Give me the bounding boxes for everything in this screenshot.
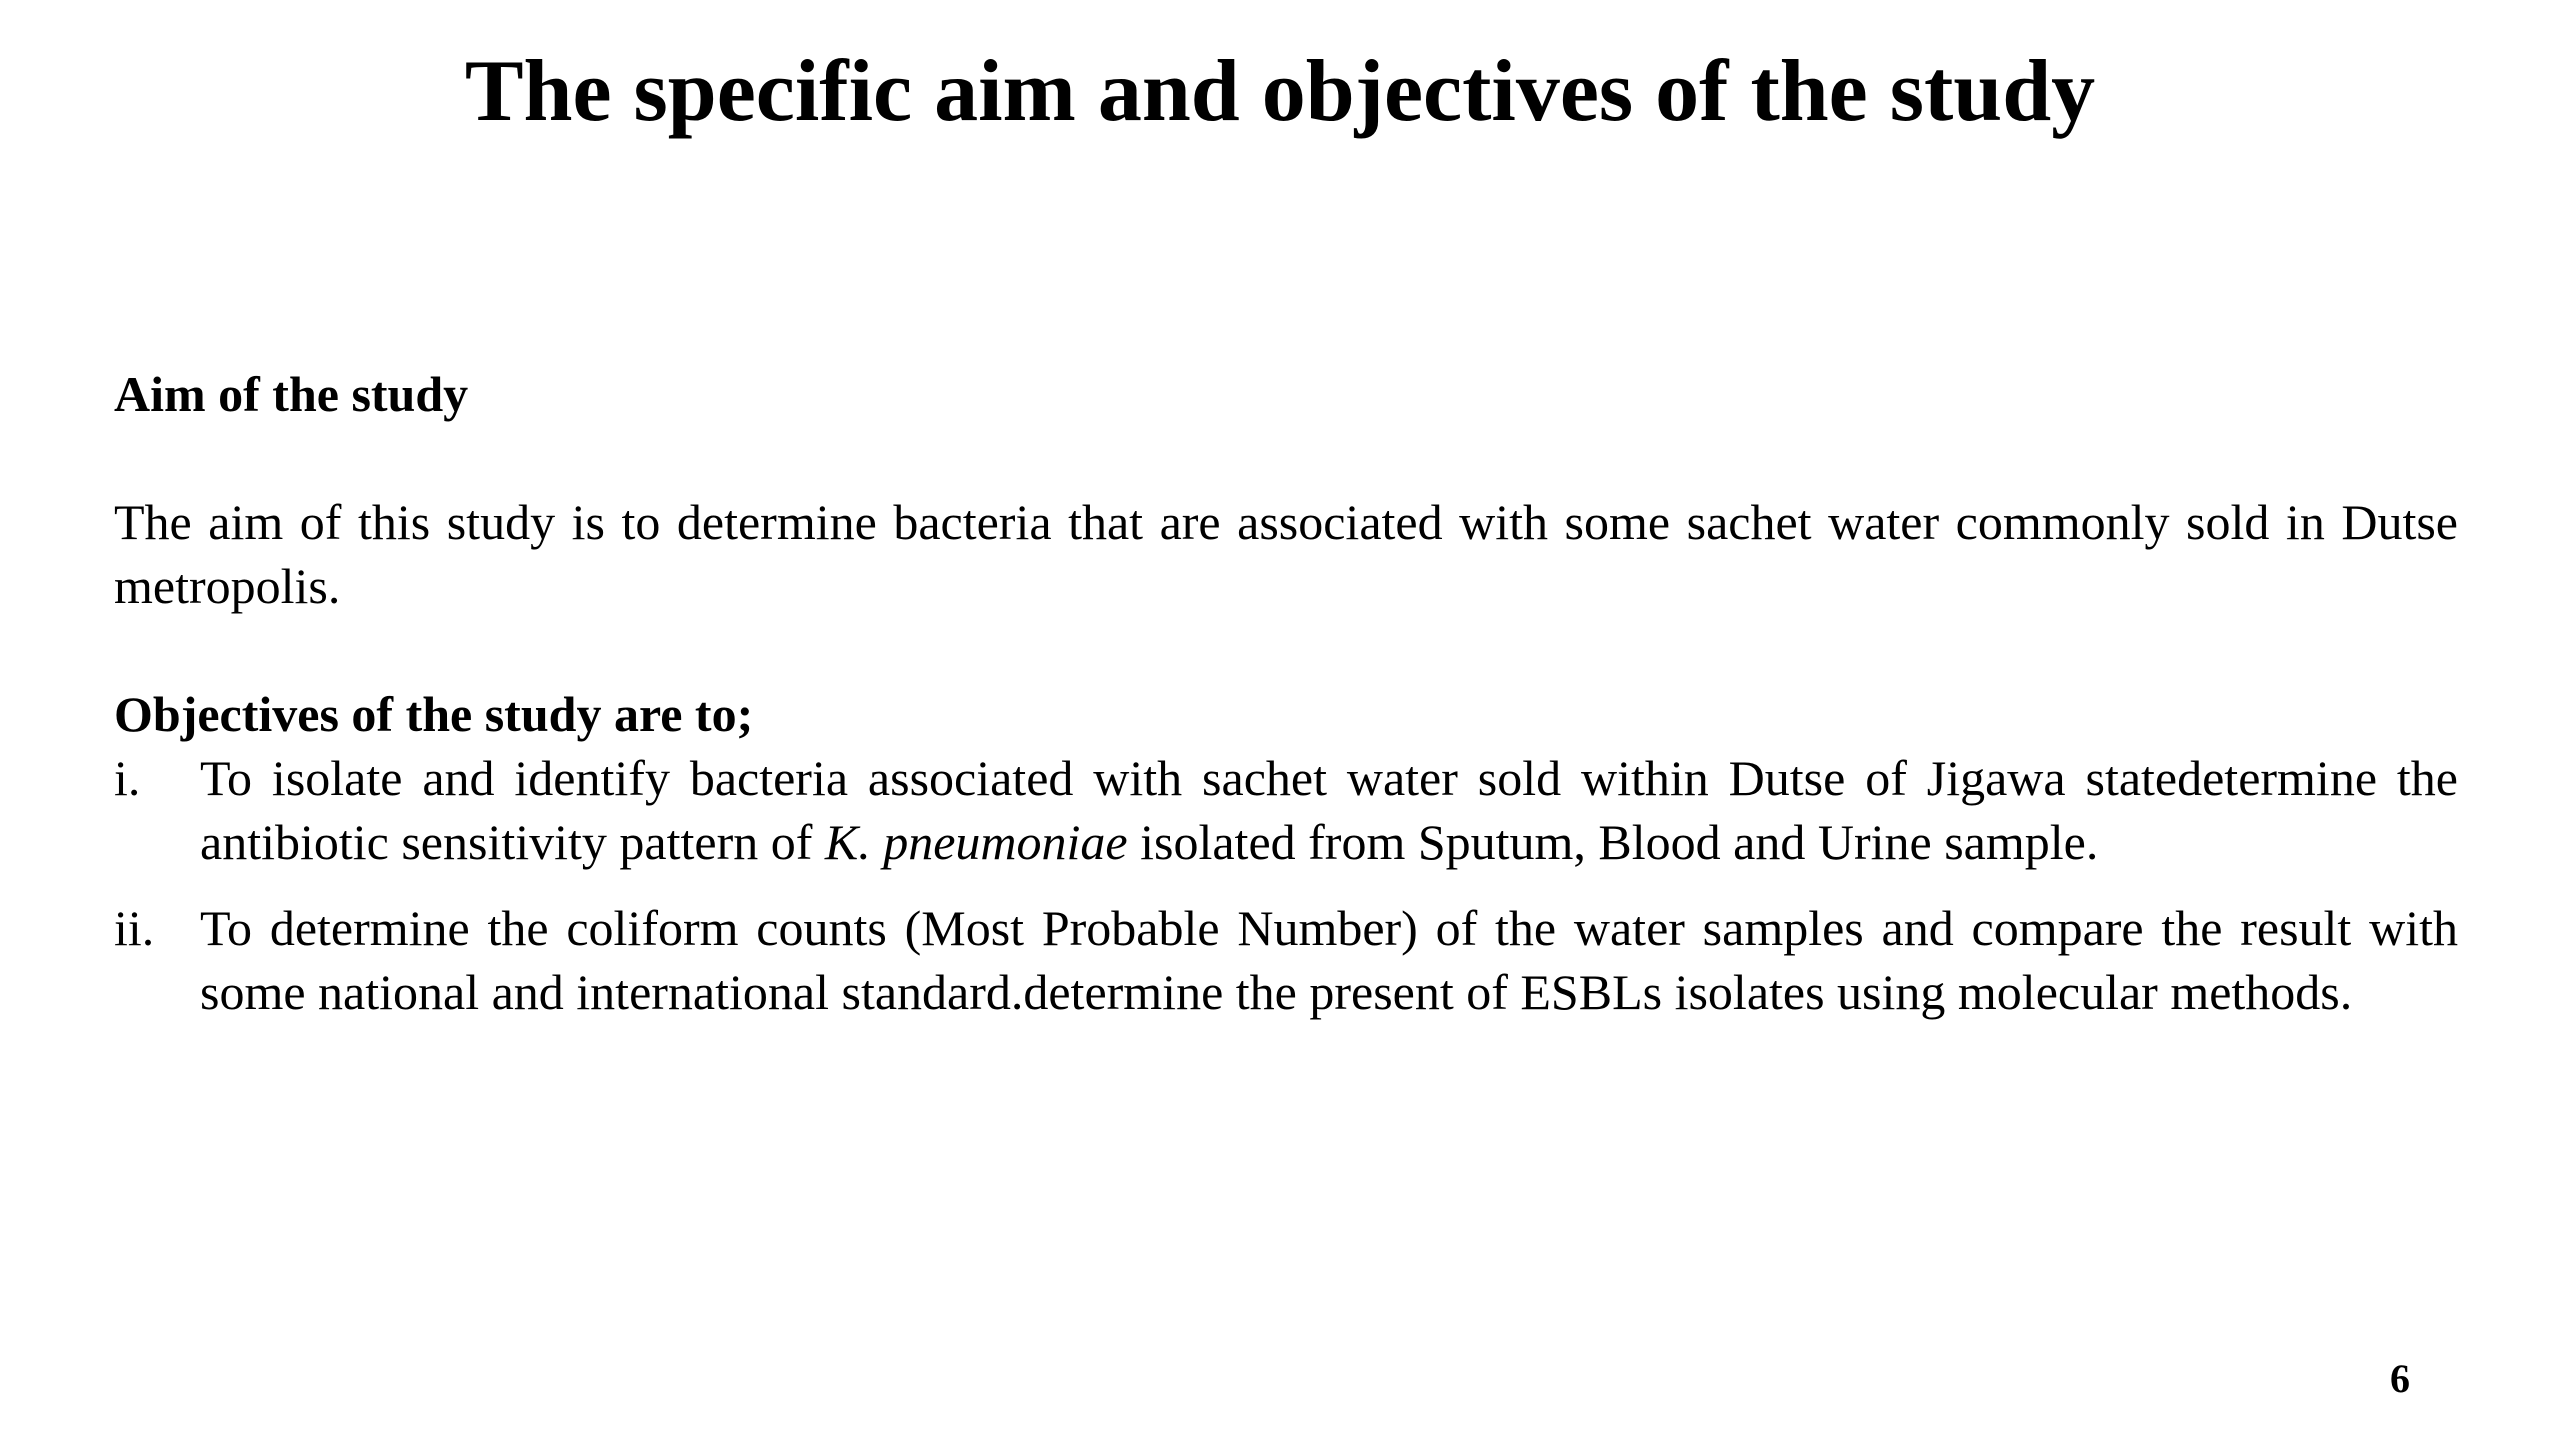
objective-marker: i.: [114, 750, 141, 806]
objective-text-after: isolated from Sputum, Blood and Urine sample.: [1127, 814, 2099, 870]
objective-marker: ii.: [114, 900, 155, 956]
slide-content: [114, 362, 2458, 1024]
objective-item: [114, 746, 2458, 874]
objective-item: [114, 896, 2458, 1024]
slide-title: The specific aim and objectives of the study: [464, 43, 2096, 140]
page-number: 6: [2390, 1356, 2410, 1401]
objectives-list: [114, 746, 2458, 1024]
objective-text: [200, 746, 2458, 874]
objectives-heading: Objectives of the study are to;: [114, 686, 754, 742]
aim-heading: Aim of the study: [114, 366, 469, 422]
objective-text-before: To isolate and identify bacteria associated with sachet water sold within Dutse of Jigawa statedetermine the antibiotic sensitivity pattern of: [200, 750, 2458, 870]
species-name: K. pneumoniae: [824, 814, 1128, 870]
objective-text: To determine the coliform counts (Most Probable Number) of the water samples and compare the result with some national and international standard.determine the present of ESBLs isolates using molecular methods.: [200, 900, 2458, 1020]
aim-paragraph: The aim of this study is to determine bacteria that are associated with some sachet water commonly sold in Dutse metropolis.: [114, 494, 2458, 614]
